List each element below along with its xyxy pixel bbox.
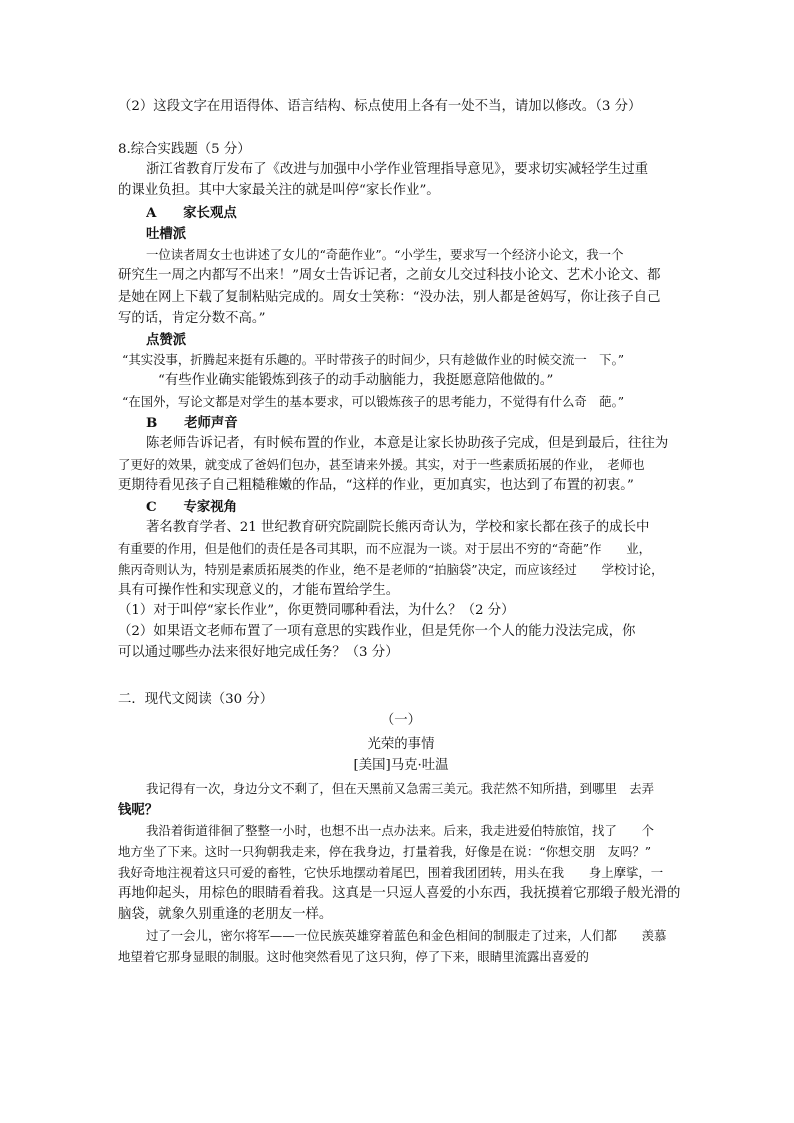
dianzan-quote: “有些作业确实能锻炼到孩子的动手动脑能力，我挺愿意陪他做的。” xyxy=(158,373,554,388)
story-paragraph-line: 钱呢？ xyxy=(118,802,159,818)
section-number: （一） xyxy=(380,713,422,728)
dianzan-quote: “其实没事，折腾起来挺有乐趣的。平时带孩子的时间少，只有趁做作业的时候交流一 下。” xyxy=(122,352,625,367)
teacher-line: 更期待看见孩子自己粗糙稚嫩的作品，“这样的作业，更加真实，也达到了布置的初衷。” xyxy=(118,478,634,493)
story-paragraph-line: 脑袋，就象久别重逢的老朋友一样。 xyxy=(118,907,333,922)
story-paragraph-line: 再地仰起头，用棕色的眼睛看着我。这真是一只逗人喜爱的小东西，我抚摸着它那缎子般光滑的 xyxy=(118,886,681,901)
teacher-line: 了更好的效果，就变成了爸妈们包办，甚至请来外援。其实，对于一些素质拓展的作业， 老师也 xyxy=(118,457,645,472)
part-2-title: 二．现代文阅读（30 分） xyxy=(118,692,274,707)
tucao-line: 写的话，肯定分数不高。” xyxy=(118,311,266,326)
tucao-line: 是她在网上下载了复制粘贴完成的。周女士笑称：“没办法，别人都是爸妈写，你让孩子自己 xyxy=(118,290,661,305)
question-8-title: 8.综合实践题（5 分） xyxy=(118,142,251,157)
expert-line: 著名教育学者、21 世纪教育研究院副院长熊丙奇认为，学校和家长都在孩子的成长中 xyxy=(146,520,650,535)
story-paragraph-line: 地方坐了下来。这时一只狗朝我走来，停在我身边，打量着我，好像是在说：“你想交朋 友吗？” xyxy=(118,844,652,859)
story-paragraph-line: 过了一会儿，密尔将军——一位民族英雄穿着蓝色和金色相间的制服走了过来，人们都 羡慕 xyxy=(146,928,667,943)
story-paragraph-line: 地望着它那身显眼的制服。这时他突然看见了这只狗，停了下来，眼睛里流露出喜爱的 xyxy=(118,949,589,964)
expert-line: 有重要的作用，但是他们的责任是各司其职，而不应混为一谈。对于层出不穷的“奇葩”作 业， xyxy=(118,541,652,556)
tucao-line: 研究生一周之内都写不出来！”周女士告诉记者，之前女儿交过科技小论文、艺术小论文、都 xyxy=(118,268,661,283)
story-author: [美国]马克·吐温 xyxy=(353,758,449,773)
section-c-heading: C 专家视角 xyxy=(146,499,238,515)
expert-line: 具有可操作性和实现意义的，才能布置给学生。 xyxy=(118,583,400,598)
intro-line: 的课业负担。其中大家最关注的就是叫停“家长作业”。 xyxy=(118,183,440,198)
story-paragraph-line: 我好奇地注视着这只可爱的畜牲，它快乐地摆动着尾巴，围着我团团转，用头在我 身上摩挲，一 xyxy=(118,865,664,880)
tucao-heading: 吐槽派 xyxy=(146,226,187,242)
dianzan-heading: 点赞派 xyxy=(146,332,187,348)
section-a-heading: A 家长观点 xyxy=(146,205,237,221)
section-b-heading: B 老师声音 xyxy=(146,415,238,431)
expert-line: 熊丙奇则认为，特别是素质拓展类的作业，绝不是老师的“拍脑袋”决定，而应该经过 学校讨论， xyxy=(118,562,664,577)
story-paragraph-line: 我记得有一次，身边分文不剩了，但在天黑前又急需三美元。我茫然不知所措，到哪里 去弄 xyxy=(146,781,655,796)
question-8-part-1: （1）对于叫停“家长作业”，你更赞同哪种看法，为什么？（2 分） xyxy=(118,603,515,618)
intro-line: 浙江省教育厅发布了《改进与加强中小学作业管理指导意见》，要求切实减轻学生过重 xyxy=(146,162,649,177)
question-8-part-2: （2）如果语文老师布置了一项有意思的实践作业，但是凭你一个人的能力没法完成，你 xyxy=(118,624,636,639)
dianzan-quote: “在国外，写论文都是对学生的基本要求，可以锻炼孩子的思考能力，不觉得有什么奇 葩。” xyxy=(122,394,625,409)
tucao-line: 一位读者周女士也讲述了女儿的“奇葩作业”。“小学生，要求写一个经济小论文，我一个 xyxy=(146,247,624,262)
story-paragraph-line: 我沿着街道徘徊了整整一小时，也想不出一点办法来。后来，我走进爱伯特旅馆，找了 个 xyxy=(146,823,655,838)
story-title: 光荣的事情 xyxy=(367,737,435,752)
question-8-part-2-cont: 可以通过哪些办法来很好地完成任务？（3 分） xyxy=(118,645,399,660)
question-7-part-2: （2）这段文字在用语得体、语言结构、标点使用上各有一处不当，请加以修改。（3 分） xyxy=(118,99,642,114)
teacher-line: 陈老师告诉记者，有时候布置的作业，本意是让家长协助孩子完成，但是到最后，往往为 xyxy=(146,436,669,451)
